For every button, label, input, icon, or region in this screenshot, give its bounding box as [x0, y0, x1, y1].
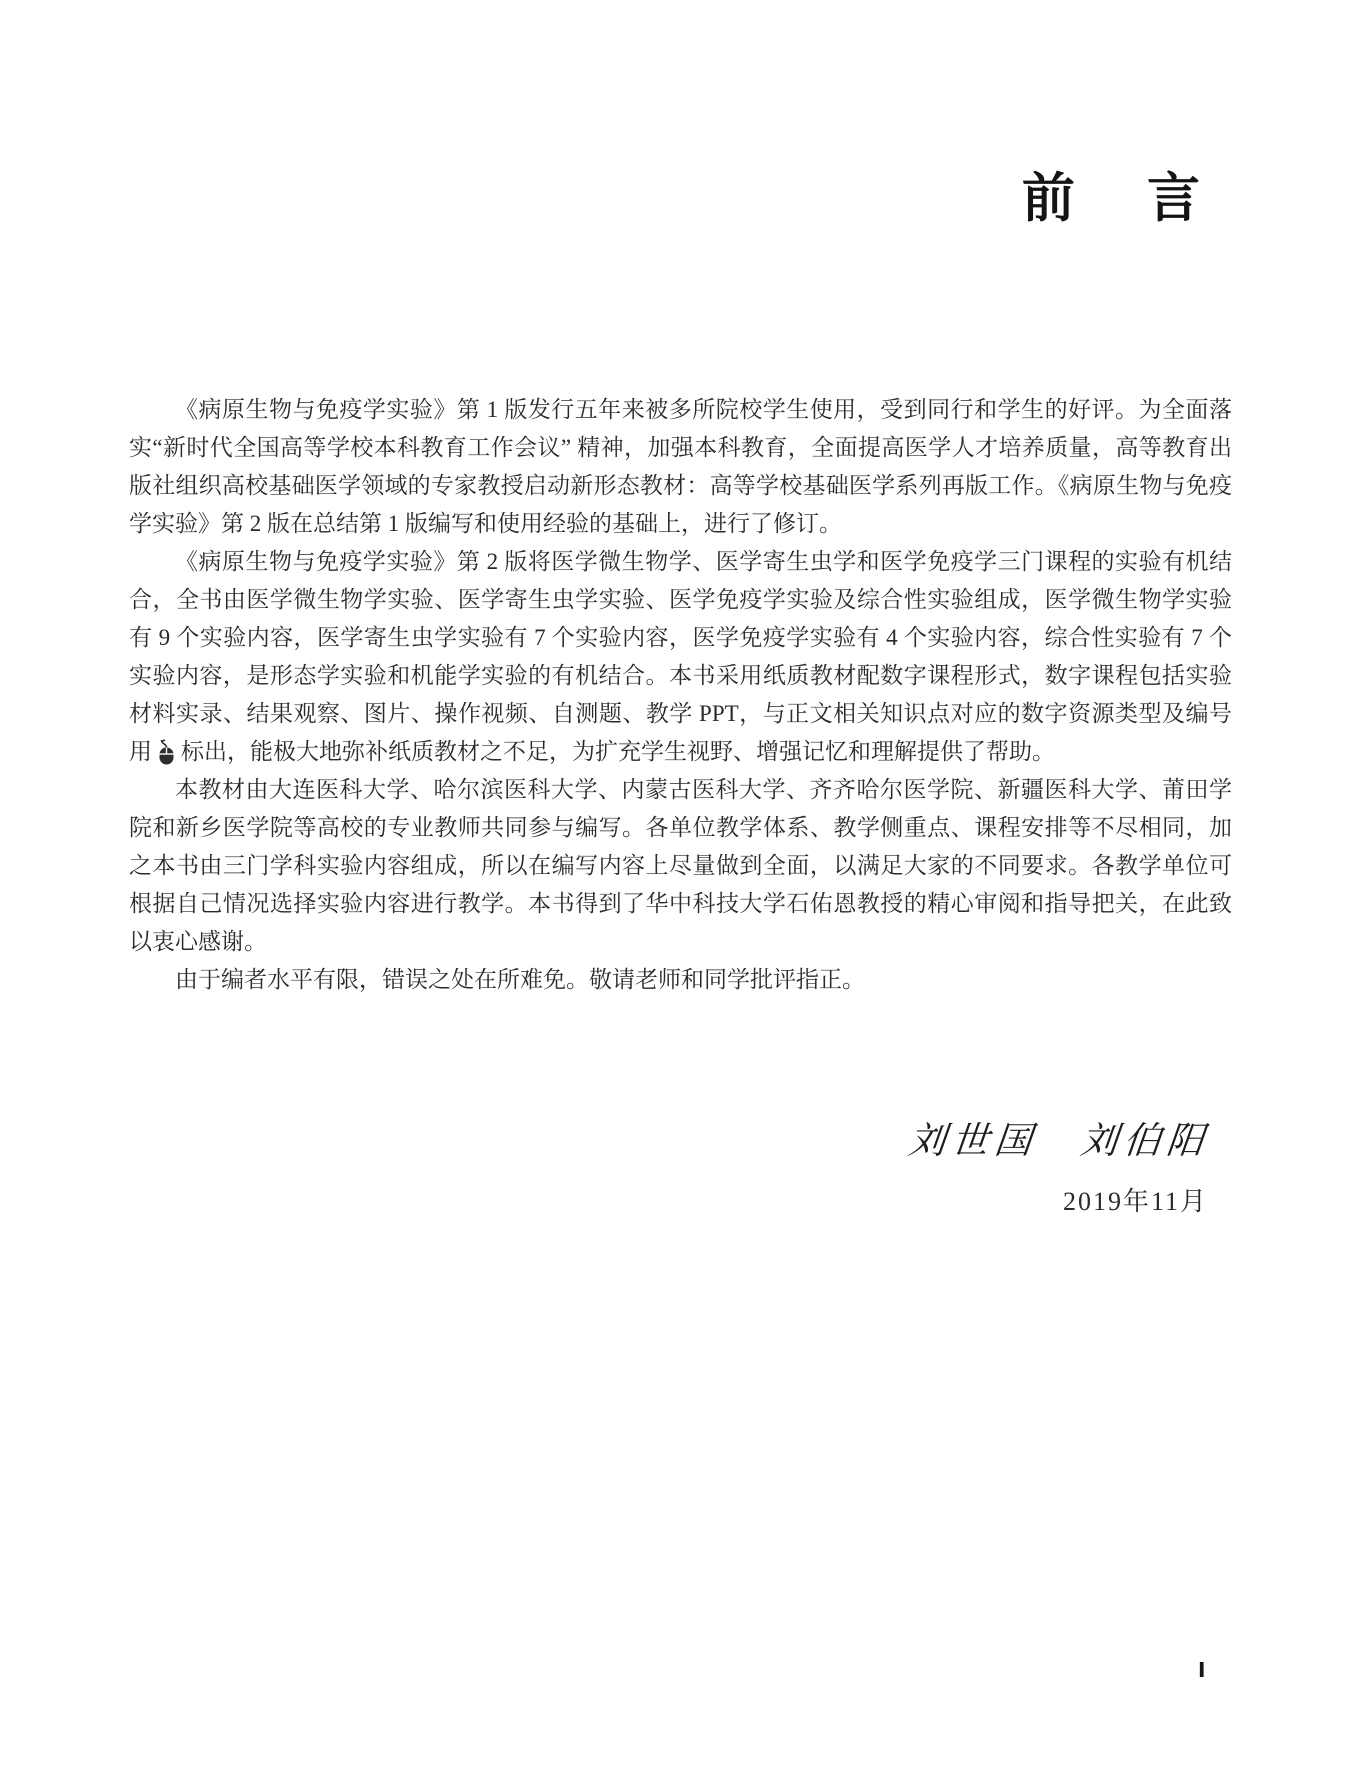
- overview-text-a: 《病原生物与免疫学实验》第 2 版将医学微生物学、医学寄生虫学和医学免疫学三门课程的实验有机结合，全书由医学微生物学实验、医学寄生虫学实验、医学免疫学实验及综合性实验组成，医学微生物学实验有 9 个实验内容，医学寄生虫学实验有 7 个实验内容，医学免疫学实验有 4 个实验内容，综合性实验有 7 个实验内容，是形态学实验和机能学实验的有机结合。本书采用纸质教材配数字课程形式，数字课程包括实验材料实录、结果观察、图片、操作视频、自测题、教学 PPT，与正文相关知识点对应的数字资源类型及编号用: [129, 549, 1232, 764]
- overview-text-b: 标出，能极大地弥补纸质教材之不足，为扩充学生视野、增强记忆和理解提供了帮助。: [181, 739, 1055, 764]
- page-number: Ⅰ: [1198, 1658, 1206, 1682]
- paragraph-apology: 由于编者水平有限，错误之处在所难免。敬请老师和同学批评指正。: [175, 967, 865, 992]
- mouse-icon: [157, 739, 176, 765]
- page-title: 前 言: [1021, 170, 1210, 228]
- paragraph-intro: 《病原生物与免疫学实验》第 1 版发行五年来被多所院校学生使用，受到同行和学生的好评。为全面落实“新时代全国高等学校本科教育工作会议” 精神，加强本科教育，全面提高医学人才培养质量，高等教育出版社组织高校基础医学领域的专家教授启动新形态教材：高等学校基础医学系列再版工作。《病原生物与免疫学实验》第 2 版在总结第 1 版编写和使用经验的基础上，进行了修订。: [129, 397, 1232, 536]
- paragraph-contributors: 本教材由大连医科大学、哈尔滨医科大学、内蒙古医科大学、齐齐哈尔医学院、新疆医科大学、莆田学院和新乡医学院等高校的专业教师共同参与编写。各单位教学体系、教学侧重点、课程安排等不尽相同，加之本书由三门学科实验内容组成，所以在编写内容上尽量做到全面，以满足大家的不同要求。各教学单位可根据自己情况选择实验内容进行教学。本书得到了华中科技大学石佑恩教授的精心审阅和指导把关，在此致以衷心感谢。: [129, 777, 1232, 954]
- preface-body: [129, 391, 1232, 999]
- signature-date: 2019年11月: [1062, 1187, 1208, 1216]
- signature-names: 刘世国 刘伯阳: [906, 1121, 1212, 1162]
- paragraph-overview: [129, 543, 1232, 771]
